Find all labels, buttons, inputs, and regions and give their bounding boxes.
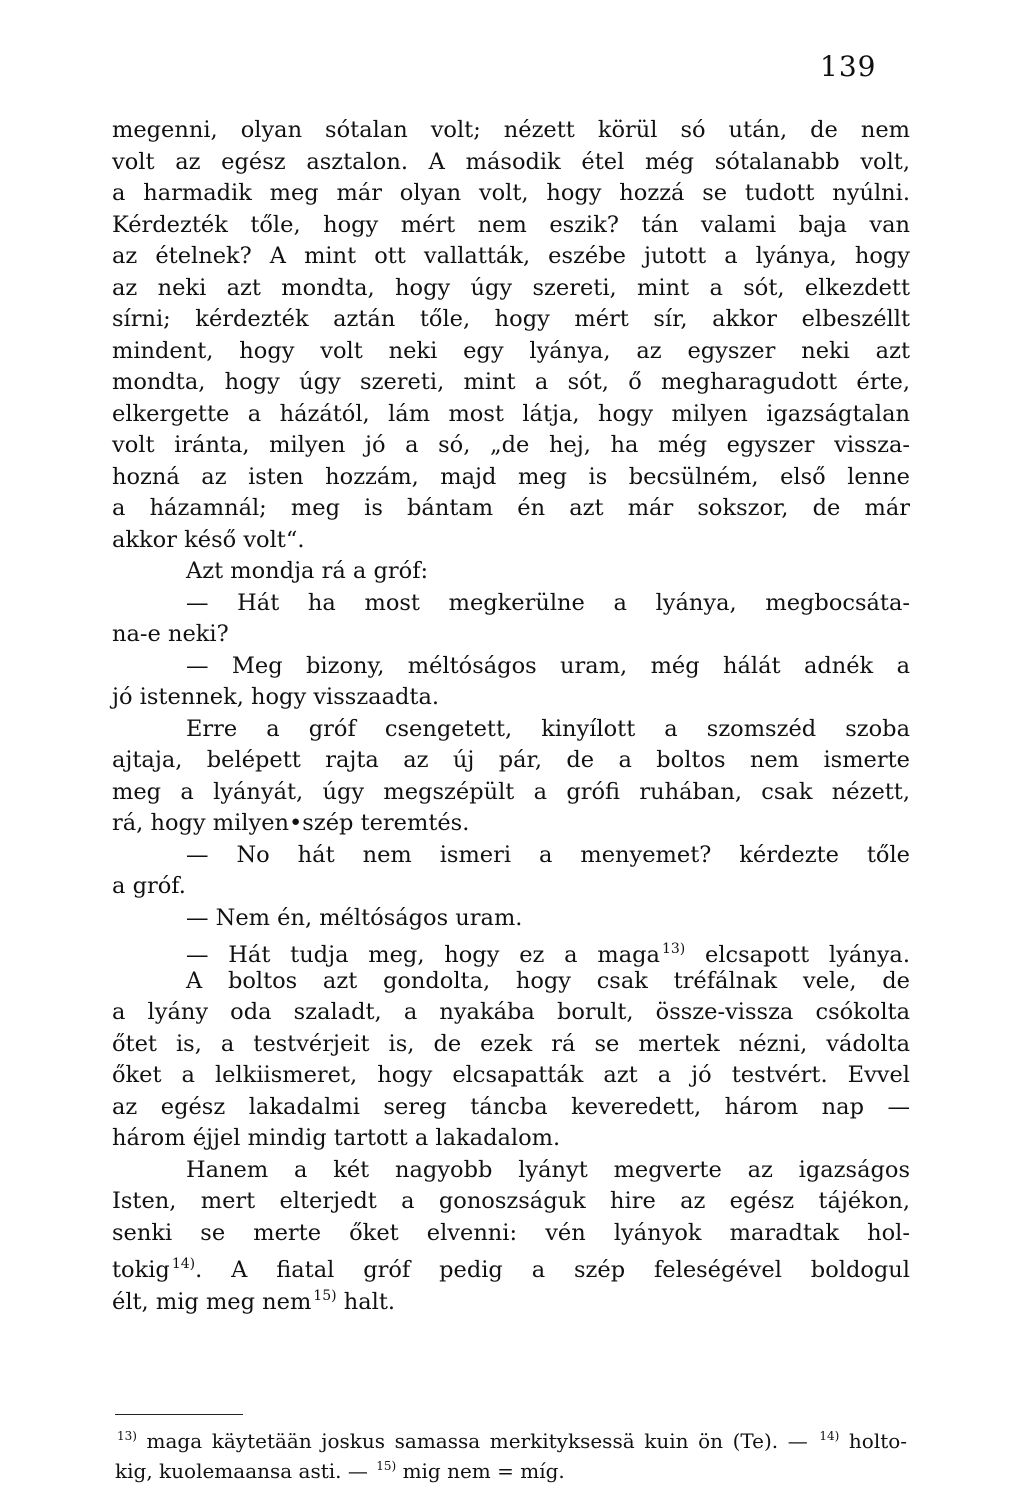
text-line: na-e neki? xyxy=(112,621,229,647)
text-line: megenni, olyan sótalan volt; nézett körül só után, de nem xyxy=(112,117,910,143)
footnote-marker-14: 14) xyxy=(819,1429,840,1443)
text-line: ajtaja, belépett rajta az új pár, de a boltos nem ismerte xyxy=(112,747,910,773)
footnote-text: maga käytetään joskus samassa merkityksessä kuin ön (Te). — xyxy=(146,1429,808,1453)
text-line: rá, hogy milyen•szép teremtés. xyxy=(112,810,470,836)
footnote-line xyxy=(115,1421,907,1451)
text-line: Isten, mert elterjedt a gonoszságuk hire az egész tájékon, xyxy=(112,1188,910,1214)
text-line: — Hát ha most megkerülne a lyánya, megbocsáta- xyxy=(186,589,910,616)
text-line: hozná az isten hozzám, majd meg is becsülném, első lenne xyxy=(112,463,910,490)
footnote-ref-14: 14) xyxy=(171,1256,196,1272)
text-line: a lyány oda szaladt, a nyakába borult, össze-vissza csókolta xyxy=(112,999,910,1025)
text-line: — Meg bizony, méltóságos uram, még hálát adnék a xyxy=(186,652,910,679)
footnote-marker-13: 13) xyxy=(117,1429,137,1443)
text-line: — Nem én, méltóságos uram. xyxy=(186,904,523,931)
body-text-block-1 xyxy=(112,115,910,1315)
footnotes-block xyxy=(115,1421,907,1481)
footnote-marker-15: 15) xyxy=(376,1459,397,1473)
text-line xyxy=(112,1249,910,1281)
text-line: elkergette a házától, lám most látja, hogy milyen igazságtalan xyxy=(112,400,910,427)
footnote-ref-13: 13) xyxy=(661,941,686,957)
page-number: 139 xyxy=(820,50,877,83)
text-line: az egész lakadalmi sereg táncba keveredett, három nap — xyxy=(112,1093,910,1120)
text-line: sírni; kérdezték aztán tőle, hogy mért sír, akkor elbeszéllt xyxy=(112,306,910,332)
text-line: a gróf. xyxy=(112,873,186,899)
text-fragment: elcsapott lyánya. xyxy=(705,942,910,968)
text-line: A boltos azt gondolta, hogy csak tréfálnak vele, de xyxy=(186,967,910,994)
text-line: Kérdezték tőle, hogy mért nem eszik? tán valami baja van xyxy=(112,211,910,238)
footnote-text: holto- xyxy=(848,1429,908,1453)
text-line: mindent, hogy volt neki egy lyánya, az egyszer neki azt xyxy=(112,337,910,364)
text-line: Azt mondja rá a gróf: xyxy=(186,558,429,584)
text-line: akkor késő volt“. xyxy=(112,526,305,553)
text-line: Hanem a két nagyobb lyányt megverte az igazságos xyxy=(186,1156,910,1183)
text-fragment: tokig xyxy=(112,1257,170,1283)
footnote-ref-15: 15) xyxy=(313,1287,337,1304)
text-line: jó istennek, hogy visszaadta. xyxy=(112,684,440,710)
text-line: senki se merte őket elvenni: vén lyányok maradtak hol- xyxy=(112,1219,910,1246)
footnote-line xyxy=(115,1451,907,1481)
text-line: Erre a gróf csengetett, kinyílott a szomszéd szoba xyxy=(186,715,910,742)
text-fragment: — Hát tudja meg, hogy ez a maga xyxy=(186,942,660,968)
text-line: meg a lyányát, úgy megszépült a grófi ruhában, csak nézett, xyxy=(112,778,910,805)
text-fragment: halt. xyxy=(343,1288,396,1315)
text-line: a harmadik meg már olyan volt, hogy hozzá se tudott nyúlni. xyxy=(112,180,910,206)
text-line: az ételnek? A mint ott vallatták, eszébe jutott a lyánya, hogy xyxy=(112,243,910,269)
text-line: volt iránta, milyen jó a só, „de hej, ha még egyszer vissza- xyxy=(112,432,910,458)
text-line: három éjjel mindig tartott a lakadalom. xyxy=(112,1125,561,1151)
footnote-separator xyxy=(115,1414,243,1415)
text-line: őket a lelkiismeret, hogy elcsapatták azt a jó testvért. Evvel xyxy=(112,1062,910,1088)
text-line: az neki azt mondta, hogy úgy szereti, mint a sót, elkezdett xyxy=(112,274,910,301)
footnote-text: mig nem = míg. xyxy=(402,1459,565,1483)
text-line: mondta, hogy úgy szereti, mint a sót, ő megharagudott érte, xyxy=(112,369,910,395)
text-line xyxy=(112,934,910,966)
text-line: volt az egész asztalon. A második étel még sótalanabb volt, xyxy=(112,148,910,175)
text-fragment: élt, mig meg nem xyxy=(112,1288,312,1315)
text-line: a házamnál; meg is bántam én azt már sokszor, de már xyxy=(112,495,910,521)
text-fragment: . A fiatal gróf pedig a szép feleségével boldogul xyxy=(195,1257,910,1283)
text-line: — No hát nem ismeri a menyemet? kérdezte tőle xyxy=(186,841,910,868)
footnote-text: kig, kuolemaansa asti. — xyxy=(115,1459,368,1483)
text-line: őtet is, a testvérjeit is, de ezek rá se mertek nézni, vádolta xyxy=(112,1030,910,1057)
text-line xyxy=(112,1281,910,1313)
